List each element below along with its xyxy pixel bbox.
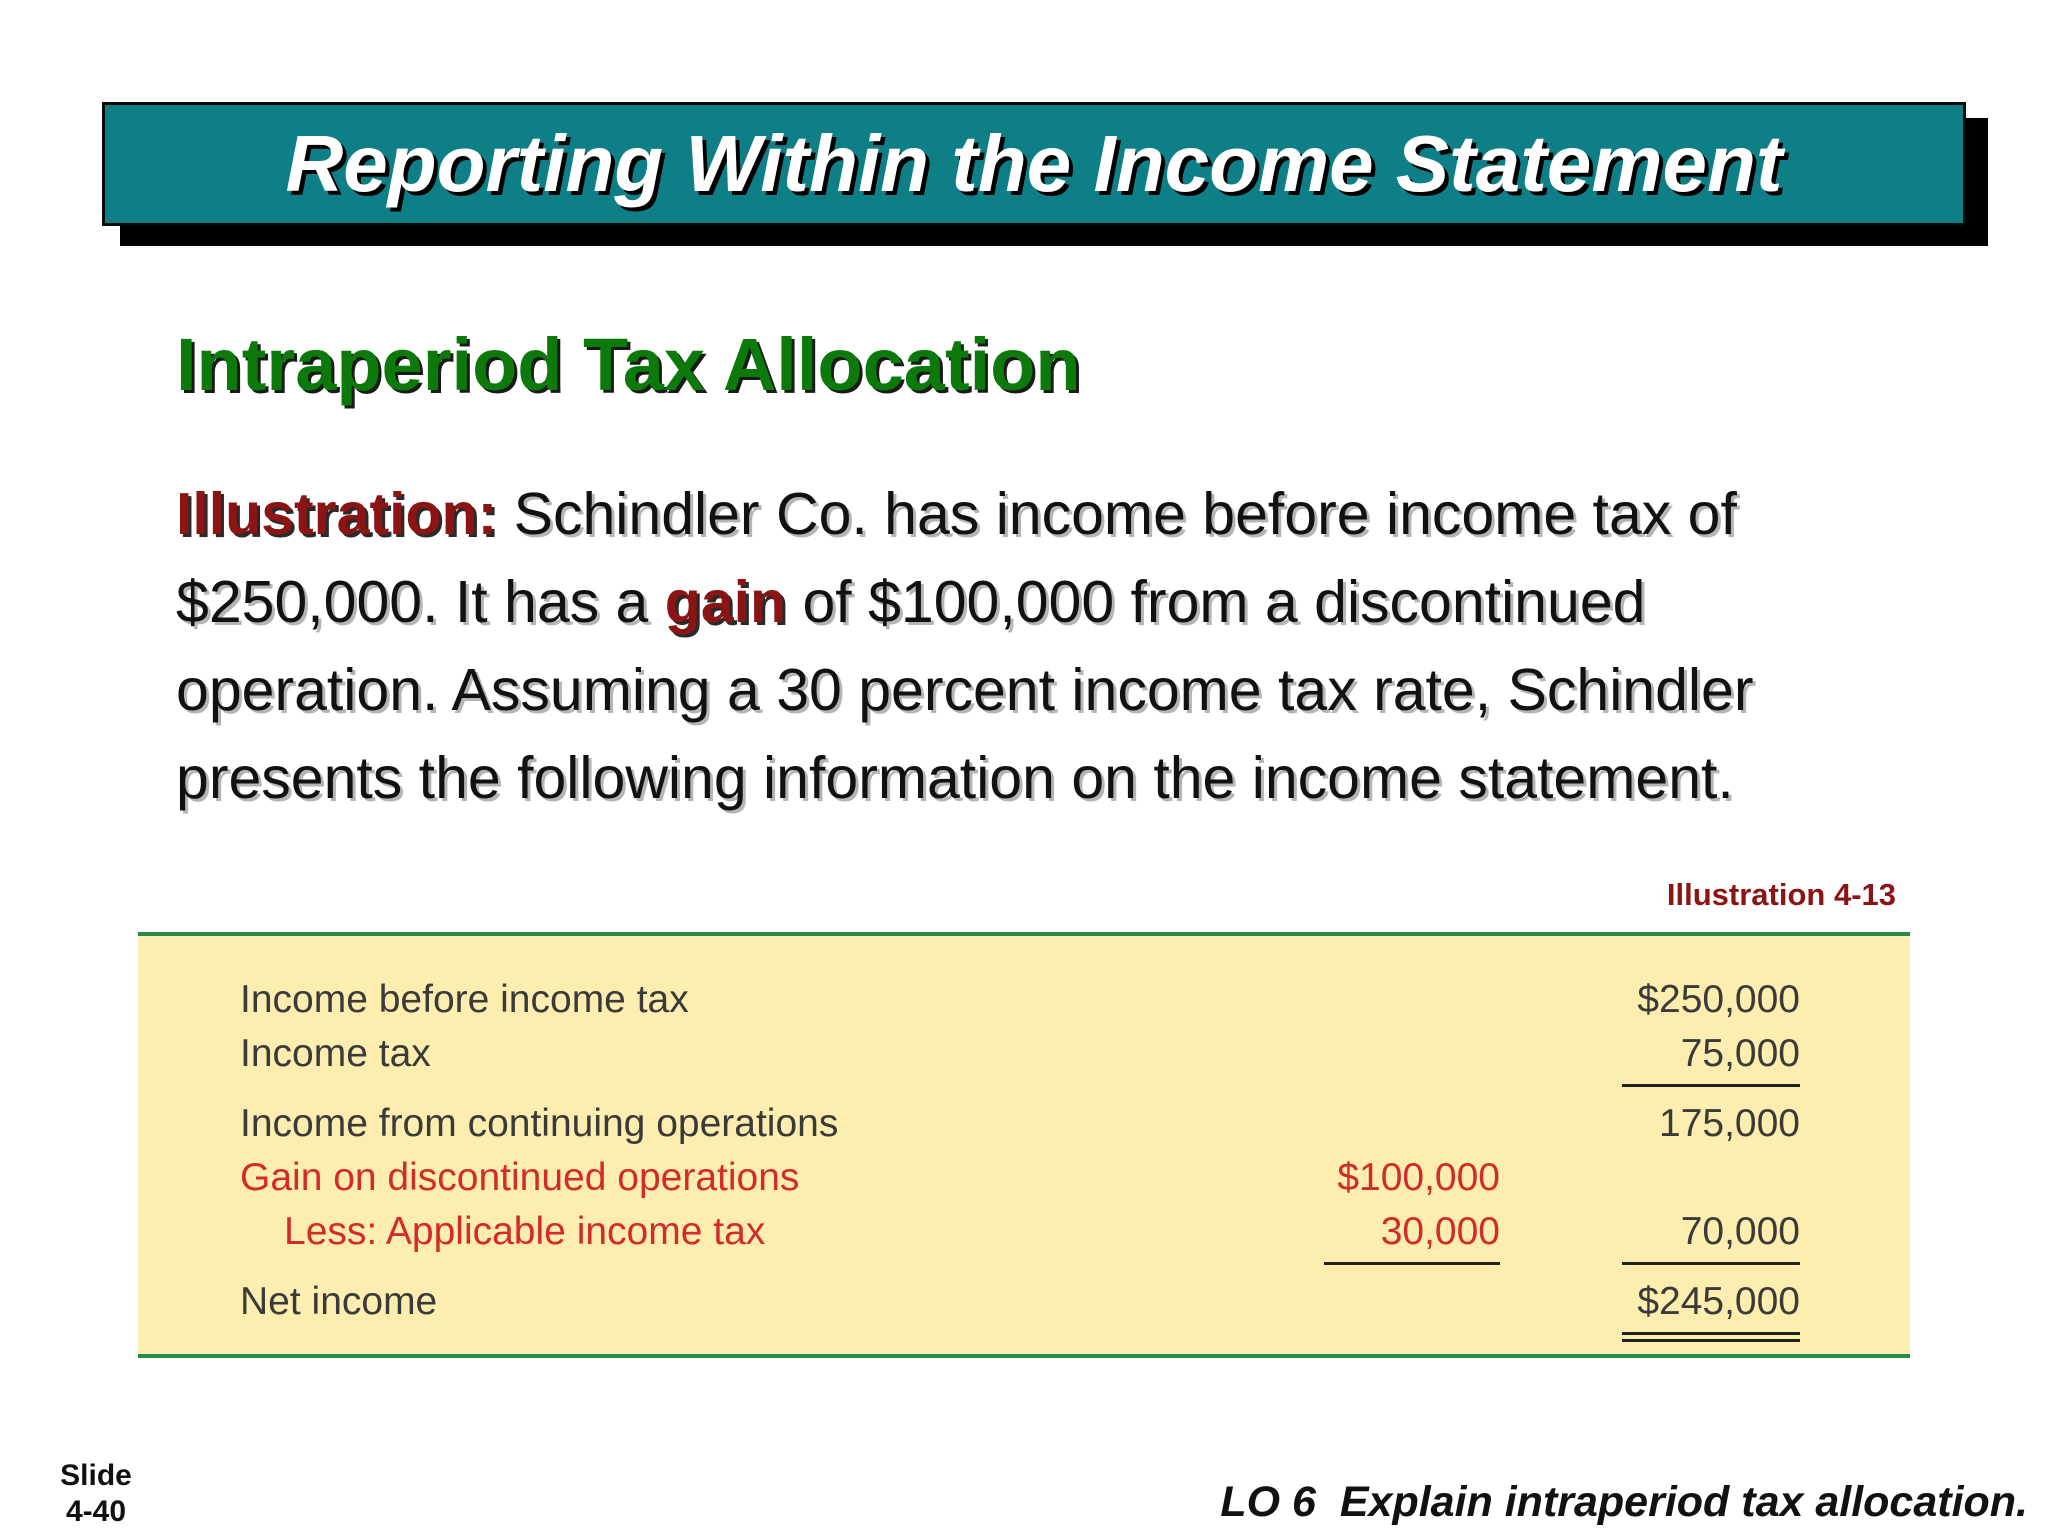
slide-number-block: [52, 1458, 140, 1530]
income-statement-table: [138, 932, 1910, 1358]
slide-label: Slide: [60, 1459, 132, 1492]
statement-row: [138, 1156, 1910, 1208]
row-label: Income before income tax: [240, 978, 689, 1021]
learning-objective: LO 6 Explain intraperiod tax allocation.: [1220, 1478, 2028, 1526]
amount-col2: 75,000: [1680, 1032, 1800, 1075]
statement-row: [138, 1102, 1910, 1154]
paragraph-text-1: Schindler Co. has income before income tax of $250,000. It has a: [176, 481, 1737, 635]
row-label: Gain on discontinued operations: [240, 1156, 800, 1199]
amount-col1: 30,000: [1380, 1210, 1500, 1253]
double-rule-bottom: [1622, 1339, 1800, 1342]
subtotal-rule: [1622, 1262, 1800, 1265]
amount-col2: $245,000: [1637, 1280, 1800, 1323]
statement-row: [138, 978, 1910, 1030]
title-banner: [102, 102, 1966, 226]
amount-col2: $250,000: [1637, 978, 1800, 1021]
gain-highlight: gain: [664, 569, 787, 635]
statement-row: [138, 1032, 1910, 1084]
slide-title: Reporting Within the Income Statement: [285, 119, 1783, 208]
illustration-label: Illustration:: [176, 481, 498, 547]
double-rule-top: [1622, 1332, 1800, 1335]
paragraph-text-2: of $100,000 from a discontinued operation. Assuming a 30 percent income tax rate, Schindler presents the following information on the income statement.: [176, 569, 1754, 811]
subtotal-rule: [1622, 1084, 1800, 1087]
statement-row: [138, 1280, 1910, 1332]
illustration-paragraph: [176, 470, 1896, 822]
amount-col2: 70,000: [1680, 1210, 1800, 1253]
row-label: Net income: [240, 1280, 438, 1323]
illustration-reference: Illustration 4-13: [1666, 877, 1896, 912]
subtotal-rule: [1324, 1262, 1500, 1265]
row-label: Income tax: [240, 1032, 431, 1075]
row-label: Income from continuing operations: [240, 1102, 839, 1145]
amount-col2: 175,000: [1659, 1102, 1800, 1145]
row-label: Less: Applicable income tax: [284, 1210, 766, 1253]
statement-row: [138, 1210, 1910, 1262]
section-heading: Intraperiod Tax Allocation: [176, 323, 1081, 406]
slide-number: 4-40: [65, 1495, 127, 1528]
amount-col1: $100,000: [1337, 1156, 1500, 1199]
